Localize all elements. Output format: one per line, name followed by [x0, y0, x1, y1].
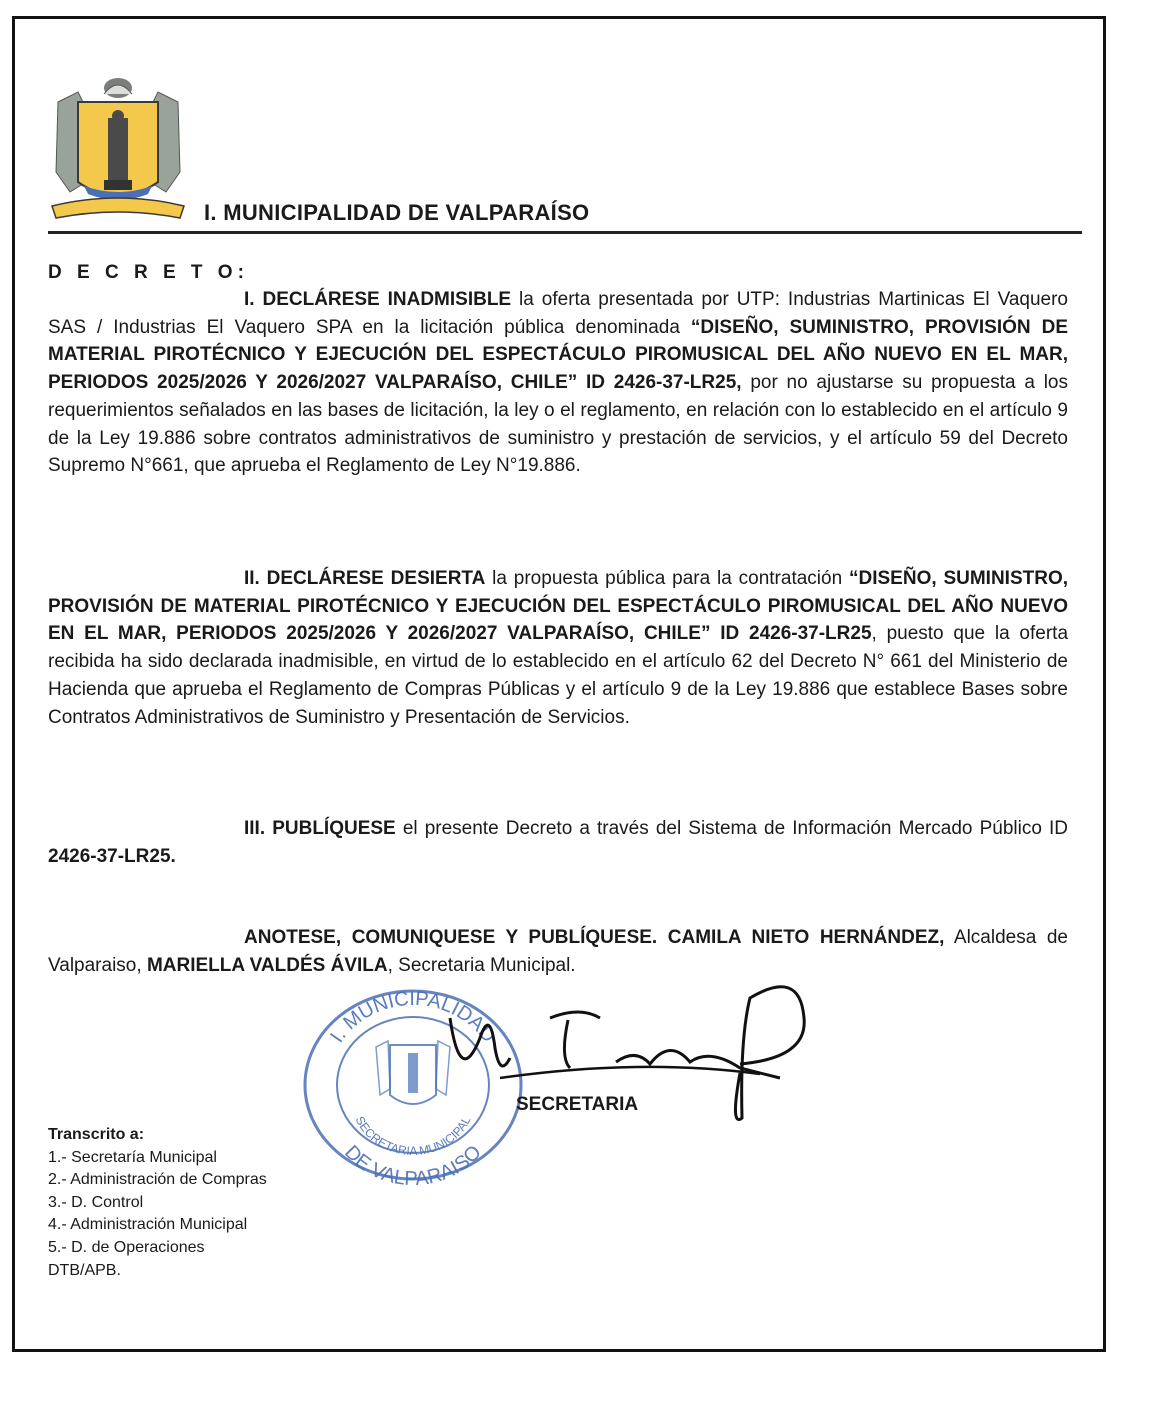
list-item: 5.- D. de Operaciones: [48, 1238, 205, 1256]
section-3-lead: III. PUBLÍQUESE: [244, 818, 396, 839]
section-2-tender-title: “DISEÑO, SUMINISTRO, PROVISIÓN DE MATERIAL PIROTÉCNICO Y EJECUCIÓN DEL ESPECTÁCULO PIROMUSICAL DEL AÑO NUEVO EN EL MAR, PERIODOS 2025/2026 Y 2026/2027 VALPARAÍSO, CHILE” ID 2426-37-LR25: [48, 568, 1069, 645]
closing-paragraph: [48, 924, 1068, 979]
list-item: 4.- Administración Municipal: [48, 1216, 248, 1234]
section-2-text: la propuesta pública para la contratación: [485, 568, 849, 589]
section-3-text: el presente Decreto a través del Sistema de Información Mercado Público ID: [395, 818, 1068, 839]
decree-section-2: [48, 565, 1068, 731]
valparaiso-coat-of-arms-icon: [48, 72, 188, 224]
page-title: I. MUNICIPALIDAD DE VALPARAÍSO: [204, 200, 590, 225]
decree-section-3: [48, 815, 1068, 870]
closing-mayor-title: Alcaldesa de Valparaiso,: [48, 927, 1068, 976]
distribution-heading: Transcrito a:: [48, 1126, 145, 1143]
signature-label: SECRETARIA: [516, 1094, 639, 1115]
section-2-lead: II. DECLÁRESE DESIERTA: [244, 568, 486, 589]
list-item: 2.- Administración de Compras: [48, 1171, 267, 1189]
header-divider: [48, 231, 1082, 234]
stamp-bottom-text: DE VALPARAISO: [340, 1141, 486, 1185]
list-item: DTB/APB.: [48, 1261, 121, 1279]
distribution-list: [48, 1124, 267, 1282]
closing-secretary-title: , Secretaria Municipal.: [387, 954, 576, 976]
list-item: 3.- D. Control: [48, 1193, 144, 1211]
closing-secretary-name: MARIELLA VALDÉS ÁVILA: [146, 954, 388, 976]
stamp-top-text: I. MUNICIPALIDAD: [326, 987, 500, 1047]
stamp-middle-text: SECRETARIA MUNICIPAL: [352, 1113, 474, 1158]
closing-lead: ANOTESE, COMUNIQUESE Y PUBLÍQUESE. CAMILA NIETO HERNÁNDEZ,: [244, 927, 945, 948]
section-1-lead: I. DECLÁRESE INADMISIBLE: [244, 289, 512, 310]
decree-section-1: [48, 286, 1068, 480]
section-1-text: la oferta presentada por UTP: Industrias Martinicas El Vaquero SAS / Industrias El Vaquero SPA en la licitación pública denominada: [48, 289, 1068, 338]
decreto-label: D E C R E T O:: [48, 262, 249, 283]
section-2-text-rest: , puesto que la oferta recibida ha sido declarada inadmisible, en virtud de lo establecido en el artículo 62 del Decreto N° 661 del Ministerio de Hacienda que aprueba el Reglamento de Compras Públicas y el artículo 9 de la Ley 19.886 que establece Bases sobre Contratos Administrativos de Suministro y Presentación de Servicios.: [48, 623, 1069, 728]
section-3-tender-id: 2426-37-LR25.: [48, 845, 176, 867]
list-item: 1.- Secretaría Municipal: [48, 1148, 217, 1166]
section-1-tender-title: “DISEÑO, SUMINISTRO, PROVISIÓN DE MATERIAL PIROTÉCNICO Y EJECUCIÓN DEL ESPECTÁCULO PIROMUSICAL DEL AÑO NUEVO EN EL MAR, PERIODOS 2025/2026 Y 2026/2027 VALPARAÍSO, CHILE” ID 2426-37-LR25,: [48, 316, 1068, 394]
section-1-text-rest: por no ajustarse su propuesta a los requerimientos señalados en las bases de licitación, la ley o el reglamento, en relación con lo establecido en el artículo 9 de la Ley 19.886 sobre contratos administrativos de suministro y prestación de servicios, y el artículo 59 del Decreto Supremo N°661, que aprueba el Reglamento de Ley N°19.886.: [48, 372, 1069, 477]
